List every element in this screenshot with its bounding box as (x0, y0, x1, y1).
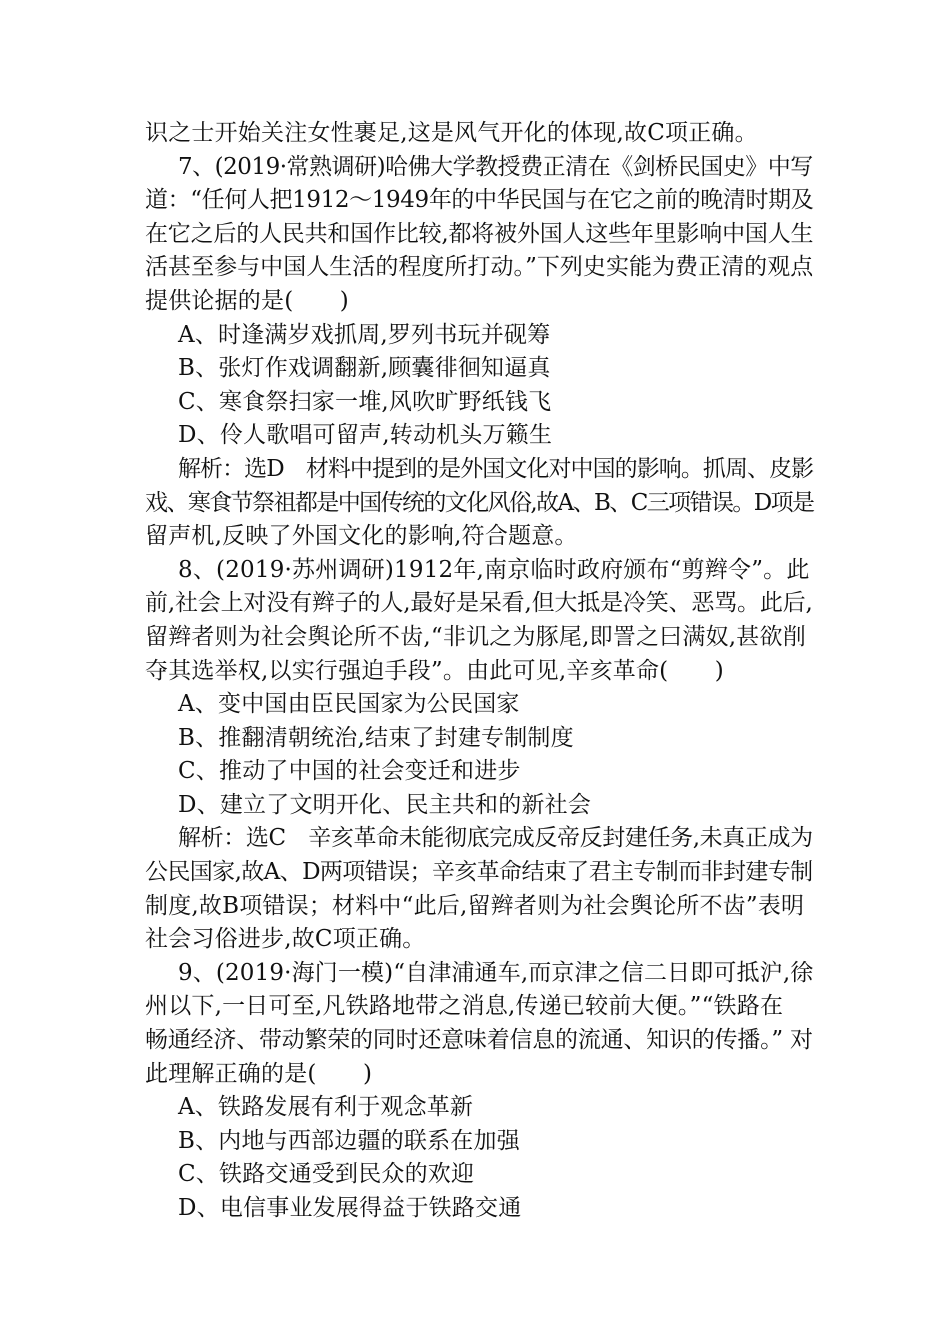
option-a: A、时逢满岁戏抓周,罗列书玩并砚筹 (178, 321, 551, 348)
text-line: 留辫者则为社会舆论所不齿,“非讥之为豚尾,即詈之曰满奴,甚欲削 (145, 623, 806, 650)
option-c: C、铁路交通受到民众的欢迎 (178, 1161, 475, 1188)
text-line: 在它之后的人民共和国作比较,都将被外国人这些年里影响中国人生 (145, 220, 814, 247)
text-line: 制度,故B项错误；材料中“此后,留辫者则为社会舆论所不齿”表明 (145, 892, 805, 919)
option-b: B、内地与西部边疆的联系在加强 (178, 1127, 520, 1154)
option-c: C、推动了中国的社会变迁和进步 (178, 758, 521, 785)
text-line: 提供论据的是( ) (145, 287, 349, 314)
text-line: 戏、寒食节祭祖都是中国传统的文化风俗,故A、B、C三项错误。D项是 (145, 489, 814, 516)
option-d: D、电信事业发展得益于铁路交通 (178, 1195, 522, 1221)
text-line: 前,社会上对没有辫子的人,最好是呆看,但大抵是冷笑、恶骂。此后, (145, 590, 813, 617)
text-line: 夺其选举权,以实行强迫手段”。由此可见,辛亥革命( ) (145, 657, 724, 684)
analysis-7: 解析：选D 材料中提到的是外国文化对中国的影响。抓周、皮影 (178, 455, 814, 482)
option-d: D、伶人歌唱可留声,转动机头万籁生 (178, 422, 553, 449)
analysis-8: 解析：选C 辛亥革命未能彻底完成反帝反封建任务,未真正成为 (178, 825, 813, 852)
option-a: A、铁路发展有利于观念革新 (178, 1094, 474, 1121)
text-line: 畅通经济、带动繁荣的同时还意味着信息的流通、知识的传播。” 对 (145, 1027, 813, 1054)
text-line: 州以下,一日可至,凡铁路地带之消息,传递已较前大便。”“铁路在 (145, 993, 784, 1020)
option-a: A、变中国由臣民国家为公民国家 (178, 691, 520, 718)
option-c: C、寒食祭扫家一堆,风吹旷野纸钱飞 (178, 388, 552, 415)
text-line: 识之士开始关注女性裹足,这是风气开化的体现,故C项正确。 (145, 120, 758, 146)
text-line: 活甚至参与中国人生活的程度所打动。”下列史实能为费正清的观点 (145, 254, 814, 281)
text-line: 此理解正确的是( ) (145, 1060, 373, 1087)
option-d: D、建立了文明开化、民主共和的新社会 (178, 791, 592, 818)
text-line: 道：“任何人把1912～1949年的中华民国与在它之前的晚清时期及 (145, 187, 814, 214)
question-9-stem: 9、(2019·海门一模)“自津浦通车,而京津之信二日即可抵沪,徐 (178, 959, 814, 986)
text-line: 公民国家,故A、D两项错误；辛亥革命结束了君主专制而非封建专制 (145, 859, 813, 886)
document-page (145, 117, 813, 1226)
question-7-stem: 7、(2019·常熟调研)哈佛大学教授费正清在《剑桥民国史》中写 (178, 153, 813, 180)
option-b: B、张灯作戏调翻新,顾囊徘徊知逼真 (178, 355, 551, 382)
question-8-stem: 8、(2019·苏州调研)1912年,南京临时政府颁布“剪辫令”。此 (178, 556, 810, 583)
text-line: 留声机,反映了外国文化的影响,符合题意。 (145, 523, 578, 550)
text-line: 社会习俗进步,故C项正确。 (145, 926, 426, 953)
option-b: B、推翻清朝统治,结束了封建专制制度 (178, 724, 574, 751)
